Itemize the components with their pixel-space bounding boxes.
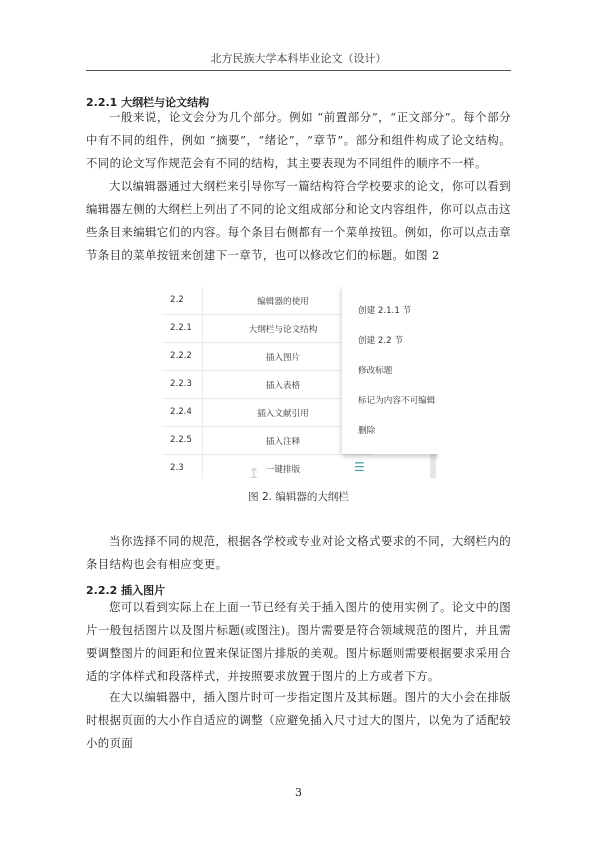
running-header: 北方民族大学本科毕业论文（设计） bbox=[210, 52, 387, 65]
row-number: 2.3 bbox=[170, 463, 184, 473]
row-title: 一键排版 bbox=[265, 465, 301, 475]
row-title: 编辑器的使用 bbox=[257, 297, 309, 307]
row-title: 插入注释 bbox=[265, 437, 301, 447]
outline-row[interactable] bbox=[162, 454, 372, 478]
paragraph: 当你选择不同的规范，根据各学校或专业对论文格式要求的不同，大纲栏内的条目结构也会有相应变更。 bbox=[86, 534, 511, 571]
menu-item-rename[interactable]: 修改标题 bbox=[358, 366, 393, 376]
figure-caption: 图 2. 编辑器的大纲栏 bbox=[248, 491, 349, 503]
row-number: 2.2.3 bbox=[170, 379, 192, 389]
paragraph: 在大以编辑器中，插入图片时可一步指定图片及其标题。图片的大小会在排版时根据页面的大小作自适应的调整（应避免插入尺寸过大的图片，以免为了适配较小的页面 bbox=[86, 690, 511, 750]
header-rule bbox=[86, 70, 511, 71]
drag-handle-icon: ↥ bbox=[248, 466, 260, 478]
row-title: 插入文献引用 bbox=[257, 409, 309, 419]
context-menu bbox=[342, 286, 438, 454]
outline-figure bbox=[162, 286, 438, 478]
row-number: 2.2 bbox=[170, 295, 184, 305]
menu-item-create-subsection[interactable]: 创建 2.1.1 节 bbox=[358, 306, 412, 316]
scrollbar[interactable] bbox=[430, 454, 436, 478]
menu-list-icon[interactable]: ☰ bbox=[354, 460, 365, 474]
menu-item-create-section[interactable]: 创建 2.2 节 bbox=[358, 336, 403, 346]
paragraph: 一般来说，论文会分为几个部分。例如 “前置部分”，“正文部分”。每个部分中有不同的组件，例如 “摘要”，“绪论”，“章节”。部分和组件构成了论文结构。不同的论文写作规范会有不同的结构，其主要表现为不同组件的顺序不一样。 bbox=[86, 110, 511, 170]
row-title: 插入表格 bbox=[265, 381, 301, 391]
section-heading-2-2-2: 2.2.2 插入图片 bbox=[86, 584, 166, 597]
row-number: 2.2.1 bbox=[170, 323, 192, 333]
row-title: 插入图片 bbox=[265, 353, 301, 363]
outline-row[interactable] bbox=[162, 398, 372, 427]
page-number: 3 bbox=[295, 786, 302, 799]
row-number: 2.2.5 bbox=[170, 435, 192, 445]
paragraph: 大以编辑器通过大纲栏来引导你写一篇结构符合学校要求的论文，你可以看到编辑器左侧的大纲栏上列出了不同的论文组成部分和论文内容组件，你可以点击这些条目来编辑它们的内容。每个条目右侧都有一个菜单按钮。例如，你可以点击章节条目的菜单按钮来创建下一章节，也可以修改它们的标题。如图 2 bbox=[86, 179, 511, 262]
outline-row[interactable] bbox=[162, 370, 372, 399]
outline-row[interactable] bbox=[162, 314, 372, 343]
row-number: 2.2.2 bbox=[170, 351, 192, 361]
outline-row[interactable] bbox=[162, 286, 372, 315]
row-title: 大纲栏与论文结构 bbox=[248, 325, 318, 335]
row-number: 2.2.4 bbox=[170, 407, 192, 417]
outline-row[interactable] bbox=[162, 342, 372, 371]
paragraph: 您可以看到实际上在上面一节已经有关于插入图片的使用实例了。论文中的图片一般包括图片以及图片标题(或图注)。图片需要是符合领域规范的图片，并且需要调整图片的间距和位置来保证图片排版的美观。图片标题则需要根据要求采用合适的字体样式和段落样式，并按照要求放置于图片的上方或者下方。 bbox=[86, 600, 511, 683]
menu-item-lock-content[interactable]: 标记为内容不可编辑 bbox=[358, 396, 436, 406]
outline-row[interactable] bbox=[162, 426, 372, 455]
section-heading-2-2-1: 2.2.1 大纲栏与论文结构 bbox=[86, 96, 210, 109]
menu-item-delete[interactable]: 删除 bbox=[358, 426, 376, 436]
